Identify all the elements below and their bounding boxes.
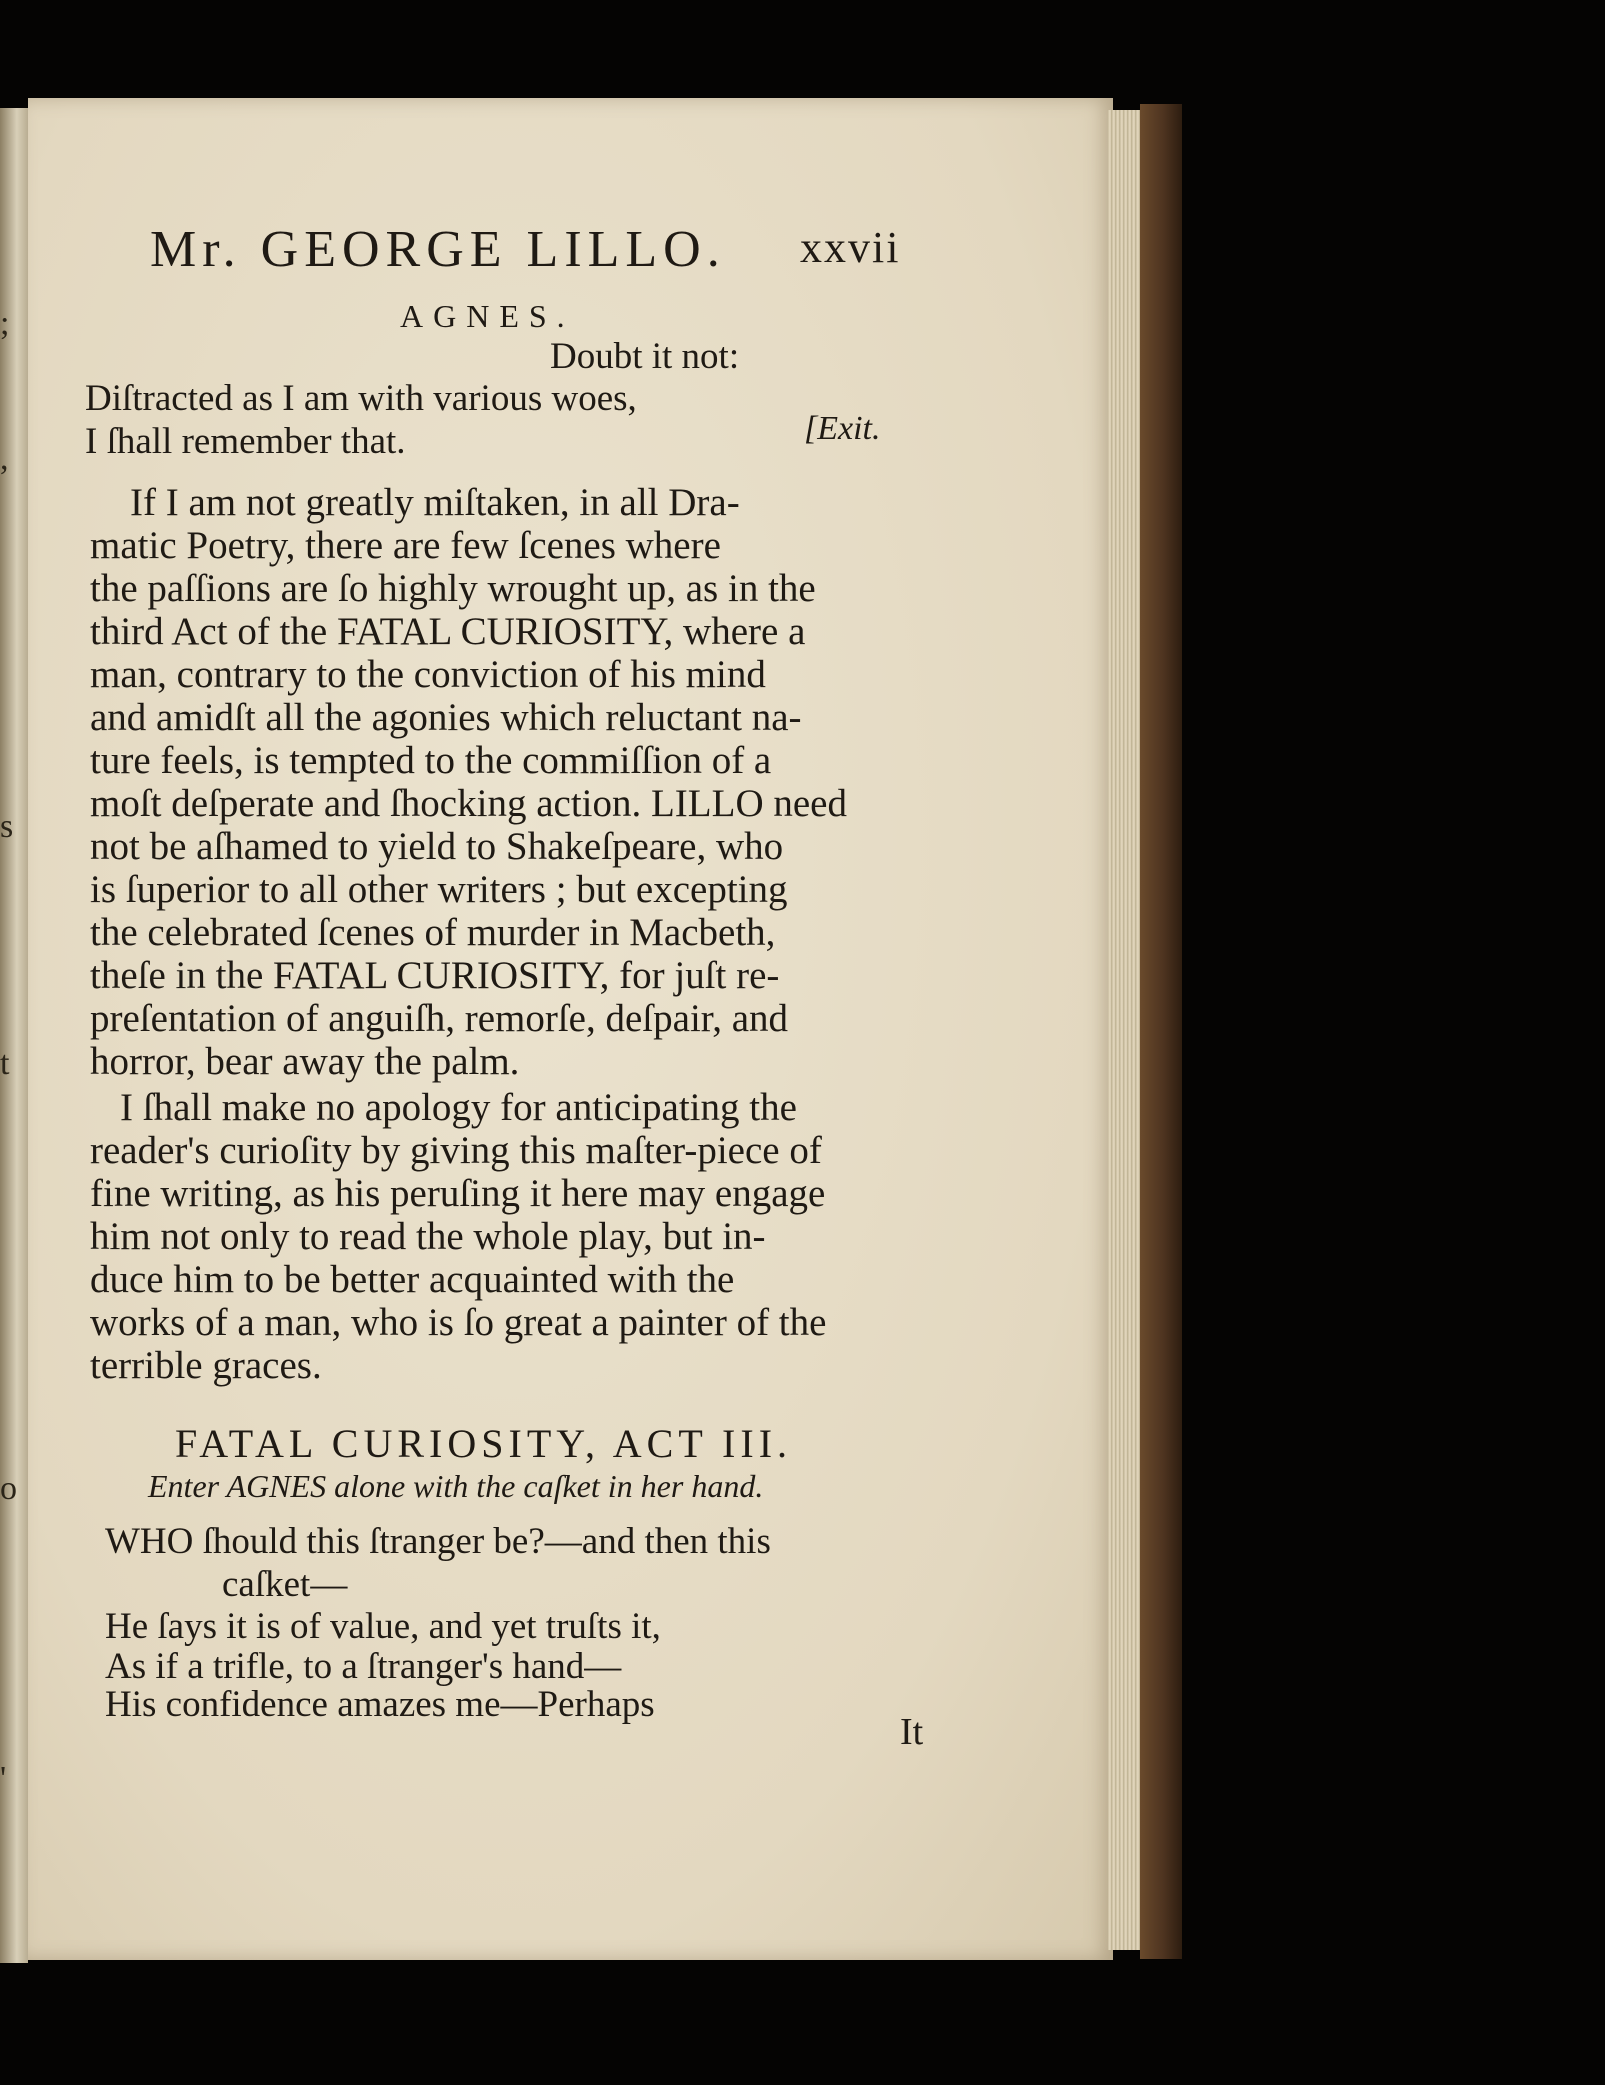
verse-line: WHO ſhould this ſtranger be?—and then this bbox=[105, 1521, 771, 1562]
section-heading: FATAL CURIOSITY, ACT III. bbox=[175, 1421, 793, 1466]
verse-line: Doubt it not: bbox=[550, 336, 740, 377]
body-line: horror, bear away the palm. bbox=[90, 1040, 520, 1083]
book-cover-edge bbox=[1140, 104, 1182, 1959]
verse-line: His confidence amazes me—Perhaps bbox=[105, 1684, 655, 1725]
verse-line: As if a trifle, to a ſtranger's hand— bbox=[105, 1646, 622, 1687]
body-line: I ſhall make no apology for anticipating the bbox=[120, 1086, 797, 1129]
speaker-name: AGNES. bbox=[400, 298, 575, 334]
body-line: him not only to read the whole play, but in- bbox=[90, 1215, 766, 1258]
left-page-mark: s bbox=[0, 808, 14, 845]
body-line: matic Poetry, there are few ſcenes where bbox=[90, 524, 721, 567]
page-number: xxvii bbox=[800, 223, 901, 272]
body-line: theſe in the FATAL CURIOSITY, for juſt re- bbox=[90, 954, 780, 997]
body-line: third Act of the FATAL CURIOSITY, where a bbox=[90, 610, 806, 653]
running-head: Mr. GEORGE LILLO. bbox=[150, 221, 726, 278]
body-line: terrible graces. bbox=[90, 1344, 322, 1387]
catchword: It bbox=[900, 1711, 924, 1753]
body-line: moſt deſperate and ſhocking action. LILLO need bbox=[90, 782, 847, 825]
body-line: is ſuperior to all other writers ; but excepting bbox=[90, 868, 788, 911]
left-page-mark: t bbox=[0, 1045, 10, 1082]
body-line: the celebrated ſcenes of murder in Macbeth, bbox=[90, 911, 776, 954]
body-line: reader's curioſity by giving this maſter-piece of bbox=[90, 1129, 822, 1172]
body-line: and amidſt all the agonies which reluctant na- bbox=[90, 696, 802, 739]
body-line: works of a man, who is ſo great a painter of the bbox=[90, 1301, 827, 1344]
verse-line: Diſtracted as I am with various woes, bbox=[85, 378, 637, 419]
body-line: not be aſhamed to yield to Shakeſpeare, who bbox=[90, 825, 784, 868]
body-line: preſentation of anguiſh, remorſe, deſpair, and bbox=[90, 997, 789, 1040]
left-page-mark: o bbox=[0, 1470, 17, 1507]
body-line: ture feels, is tempted to the commiſſion of a bbox=[90, 739, 772, 782]
left-page-mark: ; bbox=[0, 305, 10, 342]
left-page-edge bbox=[0, 108, 28, 1963]
verse-line: I ſhall remember that. bbox=[85, 421, 406, 462]
exit-direction: [Exit. bbox=[804, 410, 881, 447]
verse-line: He ſays it is of value, and yet truſts it, bbox=[105, 1606, 661, 1647]
body-line: the paſſions are ſo highly wrought up, as in the bbox=[90, 567, 816, 610]
body-line: man, contrary to the conviction of his mind bbox=[90, 653, 766, 696]
stage-direction: Enter AGNES alone with the caſket in her hand. bbox=[148, 1468, 764, 1504]
body-line: fine writing, as his peruſing it here may engage bbox=[90, 1172, 826, 1215]
body-line: If I am not greatly miſtaken, in all Dra- bbox=[130, 481, 740, 524]
body-line: duce him to be better acquainted with the bbox=[90, 1258, 735, 1301]
verse-line: caſket— bbox=[222, 1564, 348, 1605]
left-page-mark: ' bbox=[0, 1760, 7, 1797]
left-page-mark: , bbox=[0, 440, 9, 477]
